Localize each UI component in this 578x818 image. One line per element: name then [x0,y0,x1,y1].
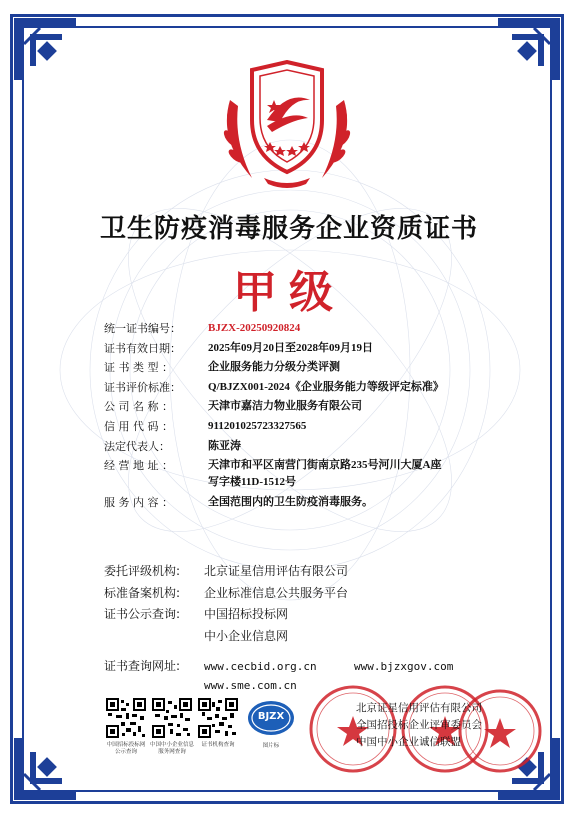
seal-issuer-line: 全国招投标企业评审委员会 [356,719,482,731]
certificate-title: 卫生防疫消毒服务企业资质证书 [99,214,478,244]
field-row-cert-number [104,320,484,340]
field-row-address [104,457,484,494]
field-row-valid-dates [104,340,484,360]
field-label: 经 营 地 址 ： [104,459,173,473]
address-value [208,457,484,491]
legal-rep-value: 陈亚涛 [208,439,241,452]
org-label: 证书公示查询: [104,607,181,621]
field-label: 证书评价标准： [104,380,181,394]
field-row-service-scope [104,494,484,514]
org-value: 企业标准信息公共服务平台 [204,585,349,600]
seal-issuer-text [356,700,482,751]
query-url-sme[interactable]: www.sme.com.cn [204,679,297,692]
field-row-credit-code [104,418,484,438]
query-label: 证书查询网址: [104,659,181,673]
corner-ornament-bottom-left [10,732,82,804]
corner-ornament-top-left [10,14,82,86]
field-label: 证 书 类 型 ： [104,361,173,375]
field-row-legal-rep [104,438,484,458]
org-row-standard-filing [104,584,504,606]
qr-caption: 证书机构查询 [201,742,235,748]
field-label: 统一证书编号： [104,322,181,335]
org-label: 委托评级机构: [104,564,181,578]
seal-issuer-line: 中国中小企业诚信联盟 [356,736,461,748]
corner-ornament-top-right [492,14,564,86]
qr-code-icon [106,698,146,738]
org-row-public-query [104,605,504,627]
field-label: 服 务 内 容 ： [104,496,173,510]
org-value: 中国招标投标网 [204,607,289,621]
service-scope-value: 全国范围内的卫生防疫消毒服务。 [208,496,373,509]
query-url-cecbid[interactable]: www.cecbid.org.cn [204,660,317,673]
org-row-public-query-2 [104,627,504,649]
standard-value: Q/BJZX001-2024《企业服务能力等级评定标准》 [208,380,444,393]
valid-dates-value: 2025年09月20日至2028年09月19日 [208,341,373,354]
address-line-1: 天津市和平区南营门街南京路235号河川大厦A座 [208,459,442,472]
bjzx-logo-caption: 图片标 [262,743,280,749]
query-url-bjzxgov[interactable]: www.bjzxgov.com [354,660,454,673]
field-label: 法定代表人： [104,439,170,453]
field-label: 信 用 代 码 ： [104,419,173,433]
issuing-organizations [104,562,504,648]
org-label [104,627,204,649]
qr-code-icon [198,698,238,738]
bjzx-logo-text: BJZX [257,711,285,722]
address-line-2: 写字楼11D-1512号 [208,476,296,489]
certificate-fields [104,320,484,514]
org-value: 中小企业信息网 [204,628,289,643]
org-row-rating-agency [104,562,504,584]
qr-caption: 中国中小企业信息 服务网查询 [149,742,194,755]
credit-code-value: 911201025723327565 [208,419,307,432]
qr-caption: 中国招标投标网 公示查询 [106,742,146,755]
org-label: 标准备案机构: [104,585,181,600]
company-name-value: 天津市嘉洁力物业服务有限公司 [208,400,362,413]
field-row-standard [104,379,484,399]
certificate-grade: 甲级 [233,267,345,318]
field-label: 证书有效日期： [104,341,181,355]
certificate-emblem-icon [212,60,362,195]
cert-number-value: BJZX-20250920824 [208,322,301,334]
cert-type-value: 企业服务能力分级分类评测 [208,361,340,374]
field-row-company-name [104,398,484,418]
seal-issuer-line: 北京证星信用评估有限公司 [356,702,482,714]
qr-code-icon [152,698,192,738]
field-row-cert-type [104,359,484,379]
field-label: 公 司 名 称 ： [104,400,173,414]
org-value: 北京证星信用评估有限公司 [204,564,349,578]
